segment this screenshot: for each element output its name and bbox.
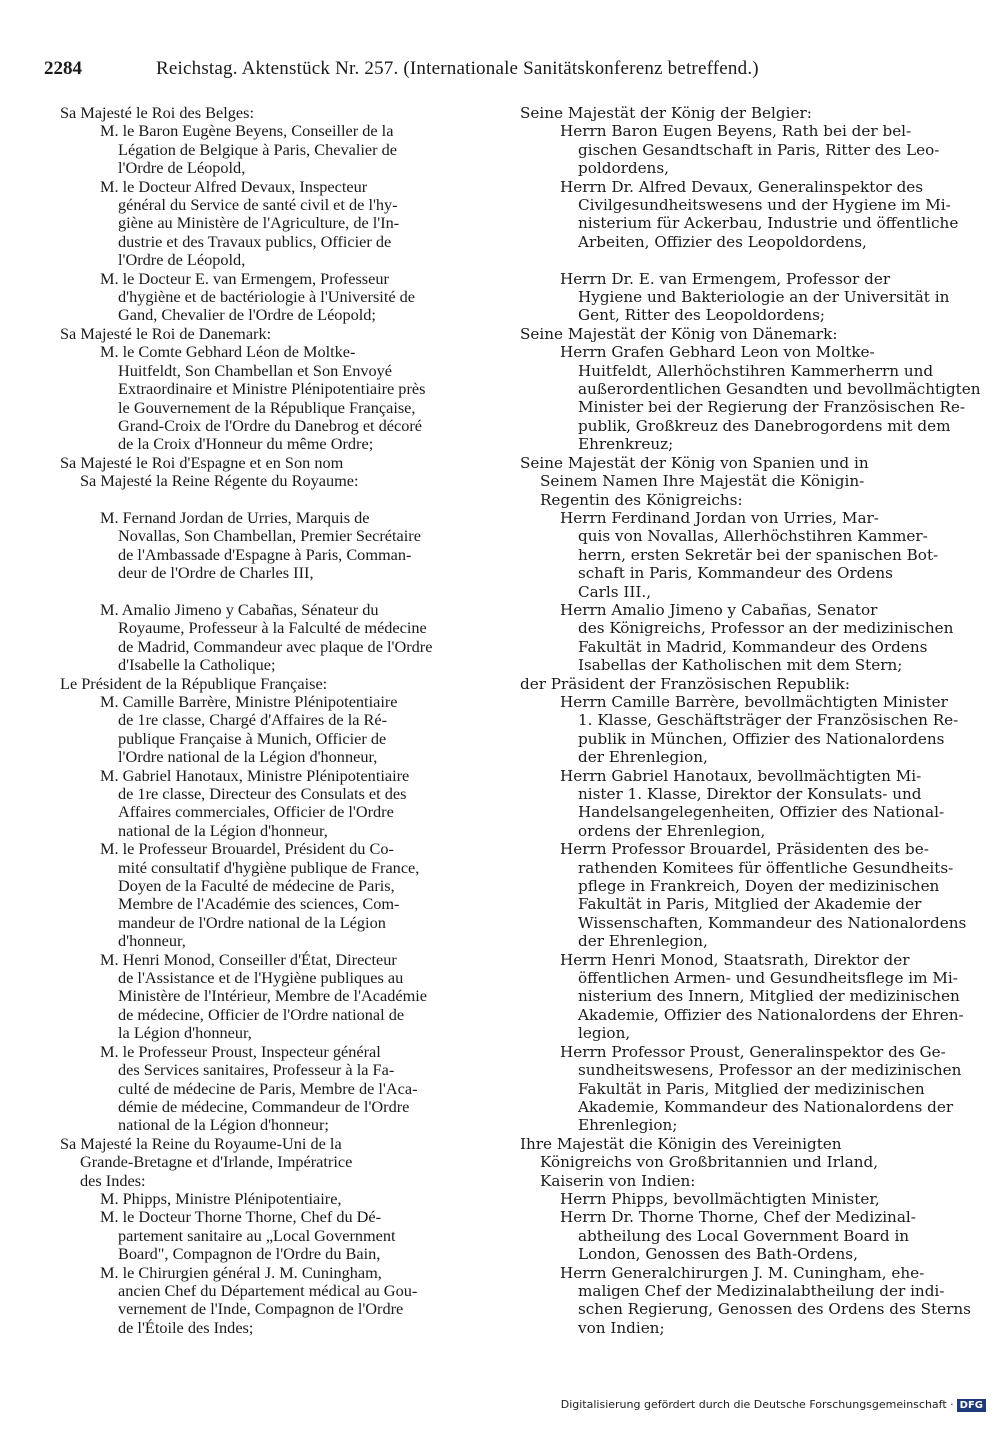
header-title: Reichstag. Aktenstück Nr. 257. (Internationale Sanitätskonferenz betreffend.)	[156, 58, 759, 79]
text-line: Herrn Dr. Thorne Thorne, Chef der Medizinal-	[560, 1208, 916, 1227]
delegate-entry	[60, 1208, 488, 1263]
text-line: de Madrid, Commandeur avec plaque de l'Ordre	[118, 636, 433, 656]
delegate-entry	[520, 1263, 971, 1338]
text-line: Akademie, Kommandeur des Nationalordens der	[578, 1097, 954, 1116]
text-line: Arbeiten, Offizier des Leopoldordens,	[578, 232, 867, 251]
text-line: Herrn Grafen Gebhard Leon von Moltke-	[560, 343, 875, 362]
text-line: Grande-Bretagne et d'Irlande, Impératrice	[80, 1152, 353, 1172]
text-line: Seine Majestät der König der Belgier:	[520, 104, 812, 122]
sovereign-heading	[520, 104, 940, 122]
text-line: nister 1. Klasse, Direktor der Konsulats- und	[578, 785, 922, 804]
german-column	[520, 104, 981, 1337]
text-line: Herrn Phipps, bevollmächtigten Minister,	[560, 1189, 880, 1208]
french-column	[60, 104, 488, 1337]
delegate-entry	[520, 509, 940, 601]
delegate-entry	[520, 1042, 962, 1135]
text-line: d'Isabelle la Catholique;	[118, 655, 276, 675]
text-line: Isabellas der Katholischen mit dem Stern;	[578, 656, 903, 675]
text-line: M. le Professeur Brouardel, Président du Co-	[100, 839, 394, 859]
delegate-entry	[520, 766, 945, 841]
text-line: Sa Majesté la Reine Régente du Royaume:	[80, 471, 359, 491]
text-line: M. Amalio Jimeno y Cabañas, Sénateur du	[100, 599, 379, 619]
text-line: des Indes:	[80, 1170, 146, 1190]
text-line: M. le Baron Eugène Beyens, Conseiller de la	[100, 121, 394, 141]
text-line: Grand-Croix de l'Ordre du Danebrog et décoré	[118, 415, 423, 435]
text-line: giène au Ministère de l'Agriculture, de l'In-	[118, 213, 400, 233]
text-line: Extraordinaire et Ministre Plénipotentiaire près	[118, 379, 426, 399]
text-line: M. le Docteur E. van Ermengem, Professeur	[100, 268, 389, 288]
text-line: d'hygiène et de bactériologie à l'Université de	[118, 287, 416, 307]
text-line: Huitfeldt, Allerhöchstihren Kammerherrn und	[578, 361, 934, 380]
text-line: Seinem Namen Ihre Majestät die Königin-	[540, 472, 865, 491]
text-line: quis von Novallas, Allerhöchstihren Kammer-	[578, 527, 928, 546]
text-line: Fakultät in Paris, Mitglied der Akademie der	[578, 895, 922, 914]
text-line: M. Phipps, Ministre Plénipotentiaire,	[100, 1188, 342, 1208]
text-line: démie de médecine, Commandeur de l'Ordre	[118, 1096, 410, 1116]
text-line: Légation de Belgique à Paris, Chevalier de	[118, 139, 397, 159]
text-line: mandeur de l'Ordre national de la Légion	[118, 912, 386, 932]
text-line: Fakultät in Madrid, Kommandeur des Ordens	[578, 637, 928, 656]
delegate-entry	[60, 122, 488, 177]
text-line: dustrie et des Travaux publics, Officier de	[118, 231, 392, 251]
text-line: poldordens,	[578, 159, 669, 178]
dfg-logo: DFG	[957, 1399, 986, 1412]
delegate-entry	[60, 270, 488, 325]
text-line: Carls III.,	[578, 582, 652, 601]
text-line: M. Camille Barrère, Ministre Plénipotentiaire	[100, 691, 398, 711]
text-line: nisterium des Innern, Mitglied der medizinischen	[578, 987, 960, 1006]
delegate-entry	[60, 601, 488, 675]
text-line: Seine Majestät der König von Spanien und in	[520, 453, 869, 472]
text-line: Seine Majestät der König von Dänemark:	[520, 324, 838, 343]
delegate-entry	[520, 950, 964, 1043]
text-line: de 1re classe, Chargé d'Affaires de la Ré-	[118, 710, 388, 730]
text-line: Le Président de la République Française:	[60, 673, 328, 693]
delegate-entry	[60, 343, 488, 453]
text-line: des Königreichs, Professor an der medizinischen	[578, 619, 954, 638]
text-line: général du Service de santé civil et de l'hy-	[118, 195, 398, 215]
text-line: pflege in Frankreich, Doyen der medizinischen	[578, 877, 940, 896]
delegate-entry	[60, 840, 488, 950]
paragraph-gap	[60, 583, 488, 601]
text-line: publique Française à Munich, Officier de	[118, 728, 387, 748]
text-line: legion,	[578, 1024, 631, 1043]
delegate-entry	[60, 693, 488, 767]
text-line: schen Regierung, Genossen des Ordens des Sterns	[578, 1300, 971, 1319]
text-line: außerordentlichen Gesandten und bevollmächtigten	[578, 380, 981, 399]
text-line: Fakultät in Paris, Mitglied der medizinischen	[578, 1079, 925, 1098]
sovereign-heading	[520, 1135, 940, 1190]
text-line: Royaume, Professeur à la Falculté de médecine	[118, 618, 427, 638]
text-line: Doyen de la Faculté de médecine de Paris,	[118, 876, 395, 896]
text-line: M. Fernand Jordan de Urries, Marquis de	[100, 507, 370, 527]
delegate-entry	[520, 692, 959, 767]
text-line: Herrn Henri Monod, Staatsrath, Direktor der	[560, 950, 910, 969]
text-line: Minister bei der Regierung der Französischen Re-	[578, 398, 966, 417]
paragraph-gap	[60, 491, 488, 509]
text-line: M. Henri Monod, Conseiller d'État, Directeur	[100, 949, 397, 969]
text-line: Herrn Gabriel Hanotaux, bevollmächtigten Mi-	[560, 766, 922, 785]
text-line: l'Ordre de Léopold,	[118, 250, 246, 270]
text-line: Ehrenkreuz;	[578, 435, 674, 454]
text-line: Herrn Ferdinand Jordan von Urries, Mar-	[560, 508, 879, 527]
sovereign-heading	[520, 675, 940, 693]
text-line: Wissenschaften, Kommandeur des Nationalordens	[578, 913, 967, 932]
delegate-entry	[60, 1043, 488, 1135]
text-line: M. le Docteur Alfred Devaux, Inspecteur	[100, 176, 368, 196]
text-line: Herrn Camille Barrère, bevollmächtigten Minister	[560, 692, 948, 711]
delegate-entry	[520, 1190, 940, 1208]
footer-credit	[561, 1398, 986, 1412]
text-line: de l'Ambassade d'Espagne à Paris, Comman-	[118, 544, 412, 564]
text-line: schaft in Paris, Kommandeur des Ordens	[578, 564, 893, 583]
sovereign-heading	[60, 454, 488, 491]
delegate-entry	[520, 177, 959, 252]
text-line: Kaiserin von Indien:	[540, 1171, 696, 1190]
text-line: Handelsangelegenheiten, Offizier des National-	[578, 803, 945, 822]
text-line: Novallas, Son Chambellan, Premier Secrétaire	[118, 526, 421, 546]
text-line: Civilgesundheitswesens und der Hygiene im Mi-	[578, 196, 951, 215]
text-line: national de la Légion d'honneur;	[118, 1115, 329, 1135]
delegate-entry	[60, 1190, 488, 1208]
text-line: le Gouvernement de la République Française,	[118, 397, 416, 417]
text-line: d'honneur,	[118, 931, 186, 951]
text-line: Sa Majesté le Roi d'Espagne et en Son nom	[60, 452, 344, 472]
text-line: gischen Gesandtschaft in Paris, Ritter des Leo-	[578, 140, 940, 159]
text-line: Sa Majesté la Reine du Royaume-Uni de la	[60, 1133, 342, 1153]
text-line: de médecine, Officier de l'Ordre national de	[118, 1004, 405, 1024]
text-line: de l'Étoile des Indes;	[118, 1317, 254, 1337]
text-line: ancien Chef du Département médical au Gou-	[118, 1280, 418, 1300]
text-line: M. le Professeur Proust, Inspecteur général	[100, 1041, 381, 1061]
text-line: maligen Chef der Medizinalabtheilung der indi-	[578, 1281, 945, 1300]
text-line: öffentlichen Armen- und Gesundheitsflege im Mi-	[578, 969, 958, 988]
text-line: la Légion d'honneur,	[118, 1023, 252, 1043]
text-line: Herrn Professor Brouardel, Präsidenten des be-	[560, 840, 929, 859]
text-line: Regentin des Königreichs:	[540, 490, 743, 509]
text-line: Herrn Generalchirurgen J. M. Cuningham, ehe-	[560, 1263, 925, 1282]
delegate-entry	[520, 600, 954, 675]
text-line: der Ehrenlegion,	[578, 748, 708, 767]
text-line: rathenden Komitees für öffentliche Gesundheits-	[578, 858, 954, 877]
text-line: Ministère de l'Intérieur, Membre de l'Académie	[118, 986, 428, 1006]
paragraph-gap	[520, 251, 940, 269]
page-number: 2284	[44, 58, 82, 79]
text-line: 1. Klasse, Geschäftsträger der Französischen Re-	[578, 711, 959, 730]
text-line: M. Gabriel Hanotaux, Ministre Plénipotentiaire	[100, 765, 410, 785]
text-line: publik in München, Offizier des Nationalordens	[578, 729, 945, 748]
footer-text: Digitalisierung gefördert durch die Deutsche Forschungsgemeinschaft ·	[560, 1398, 954, 1411]
sovereign-heading	[60, 104, 488, 122]
text-line: der Ehrenlegion,	[578, 932, 708, 951]
sovereign-heading	[60, 325, 488, 343]
text-line: Board", Compagnon de l'Ordre du Bain,	[118, 1244, 381, 1264]
sovereign-heading	[60, 1135, 488, 1190]
text-line: de 1re classe, Directeur des Consulats et des	[118, 784, 407, 803]
text-line: Akademie, Offizier des Nationalordens der Ehren-	[578, 1005, 964, 1024]
text-line: Königreichs von Großbritannien und Irland,	[540, 1153, 879, 1172]
text-line: vernement de l'Inde, Compagnon de l'Ordre	[118, 1299, 404, 1319]
text-line: abtheilung des Local Government Board in	[578, 1226, 910, 1245]
text-line: Herrn Dr. E. van Ermengem, Professor der	[560, 269, 891, 288]
text-line: Ehrenlegion;	[578, 1116, 678, 1135]
text-line: Gand, Chevalier de l'Ordre de Léopold;	[118, 305, 376, 325]
text-line: national de la Légion d'honneur,	[118, 820, 328, 840]
text-line: herrn, ersten Sekretär bei der spanischen Bot-	[578, 545, 939, 564]
text-line: Herrn Dr. Alfred Devaux, Generalinspektor des	[560, 177, 924, 196]
text-line: M. le Comte Gebhard Léon de Moltke-	[100, 342, 356, 362]
text-line: de l'Assistance et de l'Hygiène publiques au	[118, 968, 404, 988]
delegate-entry	[520, 1208, 940, 1263]
text-line: Hygiene und Bakteriologie an der Universität in	[578, 288, 950, 307]
text-line: von Indien;	[578, 1318, 665, 1337]
delegate-entry	[60, 951, 488, 1043]
text-line: l'Ordre national de la Légion d'honneur,	[118, 747, 378, 767]
sovereign-heading	[520, 454, 940, 509]
text-line: mité consultatif d'hygiène publique de France,	[118, 857, 420, 877]
text-line: publik, Großkreuz des Danebrogordens mit dem	[578, 416, 951, 435]
sovereign-heading	[60, 675, 488, 693]
text-line: Herrn Professor Proust, Generalinspektor des Ge-	[560, 1042, 946, 1061]
text-line: Huitfeldt, Son Chambellan et Son Envoyé	[118, 360, 393, 380]
text-line: Gent, Ritter des Leopoldordens;	[578, 306, 826, 325]
text-line: Ihre Majestät die Königin des Vereinigten	[520, 1134, 842, 1153]
text-line: des Services sanitaires, Professeur à la Fa-	[118, 1060, 395, 1080]
text-line: partement sanitaire au „Local Government	[118, 1225, 396, 1245]
text-line: Sa Majesté le Roi de Danemark:	[60, 323, 272, 343]
text-line: Membre de l'Académie des sciences, Com-	[118, 894, 400, 914]
running-header	[44, 58, 914, 84]
text-line: M. le Docteur Thorne Thorne, Chef du Dé-	[100, 1207, 382, 1227]
text-line: Herrn Baron Eugen Beyens, Rath bei der bel-	[560, 122, 912, 141]
text-line: nisterium für Ackerbau, Industrie und öffentliche	[578, 214, 959, 233]
delegate-entry	[60, 767, 488, 841]
text-line: de la Croix d'Honneur du même Ordre;	[118, 434, 374, 454]
delegate-entry	[60, 509, 488, 583]
text-line: London, Genossen des Bath-Ordens,	[578, 1245, 858, 1264]
text-line: deur de l'Ordre de Charles III,	[118, 563, 314, 583]
text-line: sundheitswesens, Professor an der medizinischen	[578, 1061, 962, 1080]
text-line: ordens der Ehrenlegion,	[578, 821, 766, 840]
sovereign-heading	[520, 325, 940, 343]
text-line: Sa Majesté le Roi des Belges:	[60, 103, 254, 122]
delegate-entry	[520, 269, 950, 325]
text-line: der Präsident der Französischen Republik:	[520, 674, 850, 693]
delegate-entry	[520, 343, 981, 454]
text-line: l'Ordre de Léopold,	[118, 158, 246, 178]
text-line: Affaires commerciales, Officier de l'Ordre	[118, 802, 394, 822]
text-line: culté de médecine de Paris, Membre de l'Aca-	[118, 1078, 418, 1098]
delegate-entry	[60, 178, 488, 270]
delegate-entry	[520, 122, 940, 177]
text-line: Herrn Amalio Jimeno y Cabañas, Senator	[560, 600, 878, 619]
delegate-entry	[60, 1264, 488, 1338]
delegate-entry	[520, 840, 967, 951]
text-line: M. le Chirurgien général J. M. Cuningham,	[100, 1262, 382, 1282]
